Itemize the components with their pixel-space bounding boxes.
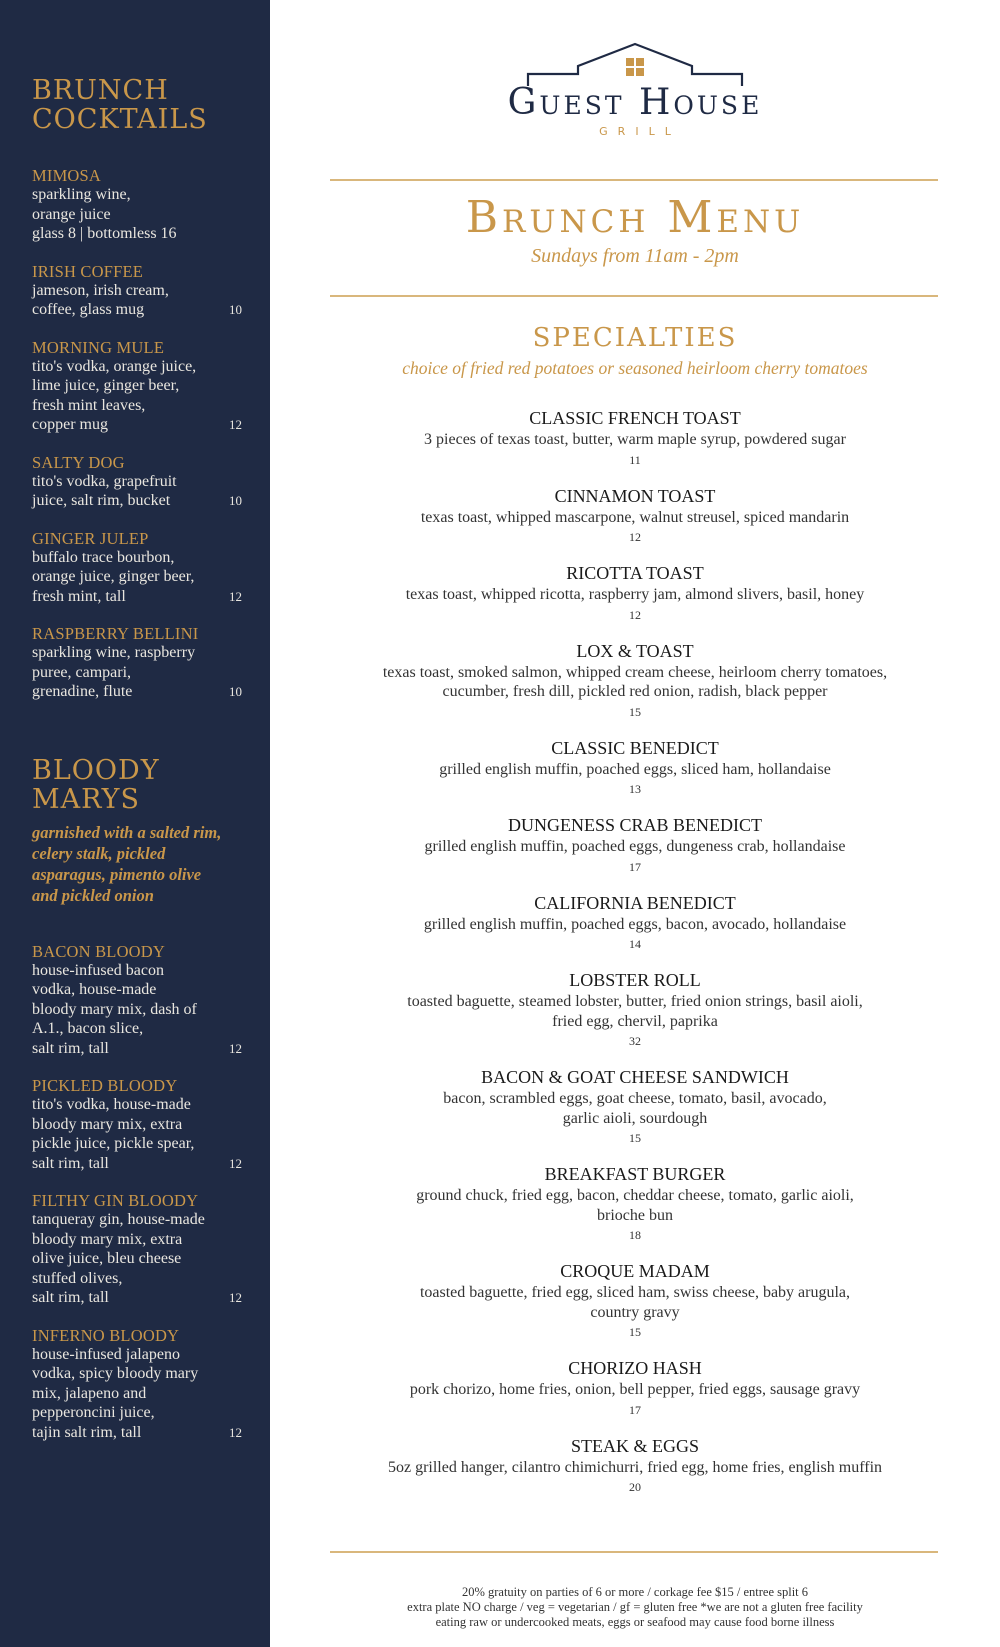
item-name: LOBSTER ROLL: [569, 970, 701, 990]
bloody-price: 12: [229, 1040, 242, 1056]
logo-name: Guest House: [507, 82, 763, 123]
menu-item: [270, 1261, 1000, 1341]
footer-line: extra plate NO charge / veg = vegetarian / gf = gluten free *we are not a gluten free facility: [407, 1600, 863, 1614]
bloody-desc: house-infused jalapeno vodka, spicy bloody mary mix, jalapeno and pepperoncini juice, tajin salt rim, tall: [32, 1345, 199, 1441]
item-price: 18: [629, 1228, 641, 1242]
divider: [330, 179, 938, 181]
menu-item: [270, 1067, 1000, 1147]
item-desc: ground chuck, fried egg, bacon, cheddar cheese, tomato, garlic aioli, brioche bun: [416, 1187, 854, 1224]
brunch-cocktails-heading: BRUNCH COCKTAILS: [32, 75, 208, 135]
item-desc: grilled english muffin, poached eggs, bacon, avocado, hollandaise: [423, 915, 847, 933]
menu-item: [270, 408, 1000, 469]
bloody-price: 12: [229, 1424, 242, 1440]
bloody-item: [32, 1076, 242, 1173]
specialties-heading: SPECIALTIES: [532, 323, 738, 353]
item-desc: 3 pieces of texas toast, butter, warm maple syrup, powdered sugar: [424, 431, 846, 448]
bloody-price: 12: [229, 1290, 242, 1305]
footer-line: eating raw or undercooked meats, eggs or seafood may cause food borne illness: [435, 1615, 835, 1629]
specialties-list: [270, 408, 1000, 1513]
bloody-name: INFERNO BLOODY: [32, 1325, 180, 1345]
cocktail-price: 10: [229, 493, 242, 508]
item-desc: grilled english muffin, poached eggs, sliced ham, hollandaise: [439, 760, 831, 778]
cocktail-item: [32, 624, 242, 702]
bloody-marys-heading: BLOODY MARYS: [32, 754, 160, 815]
item-price: 15: [629, 704, 641, 719]
menu-title: Brunch Menu: [465, 192, 805, 243]
bloody-item: [32, 942, 242, 1059]
menu-footer: [270, 1585, 1000, 1630]
item-name: CINNAMON TOAST: [554, 485, 716, 506]
item-desc: toasted baguette, fried egg, sliced ham, swiss cheese, baby arugula, country gravy: [419, 1284, 851, 1321]
cocktail-price: 10: [229, 684, 242, 699]
item-price: 14: [629, 937, 641, 951]
cocktail-desc: buffalo trace bourbon, orange juice, ginger beer, fresh mint, tall: [32, 548, 195, 605]
bloody-item: [32, 1191, 242, 1308]
menu-item: [270, 1358, 1000, 1419]
cocktail-list: [32, 166, 242, 702]
item-price: 12: [629, 530, 641, 544]
item-desc: 5oz grilled hanger, cilantro chimichurri, fried egg, home fries, english muffin: [387, 1458, 883, 1476]
cocktail-item: [32, 453, 242, 511]
cocktail-sidebar: [0, 0, 270, 1647]
menu-item: [270, 1164, 1000, 1244]
menu-item: [270, 970, 1000, 1050]
item-price: 20: [629, 1480, 641, 1494]
item-name: RICOTTA TOAST: [566, 563, 704, 583]
logo-subtitle: GRILL: [599, 125, 681, 138]
bloody-name: PICKLED BLOODY: [32, 1076, 178, 1095]
cocktail-desc: tito's vodka, grapefruit juice, salt rim, bucket: [32, 472, 177, 509]
cocktail-name: MORNING MULE: [32, 337, 165, 357]
divider: [330, 1551, 938, 1553]
item-price: 15: [629, 1131, 641, 1145]
cocktail-desc: jameson, irish cream, coffee, glass mug: [32, 281, 169, 318]
menu-item: [270, 815, 1000, 876]
cocktail-name: MIMOSA: [32, 166, 102, 185]
specialties-subtitle: choice of fried red potatoes or seasoned heirloom cherry tomatoes: [402, 358, 868, 378]
cocktail-price: 12: [229, 588, 242, 604]
item-name: DUNGENESS CRAB BENEDICT: [507, 815, 762, 835]
menu-hours: Sundays from 11am - 2pm: [531, 245, 739, 267]
item-price: 32: [629, 1034, 641, 1048]
bloody-name: BACON BLOODY: [32, 941, 166, 961]
item-name: BACON & GOAT CHEESE SANDWICH: [481, 1067, 789, 1087]
item-desc: bacon, scrambled eggs, goat cheese, tomato, basil, avocado, garlic aioli, sourdough: [443, 1090, 827, 1127]
menu-item: [270, 486, 1000, 547]
cocktail-item: [32, 166, 242, 244]
item-name: CLASSIC FRENCH TOAST: [529, 408, 741, 428]
item-name: CHORIZO HASH: [568, 1358, 702, 1378]
bloody-marys-section: [32, 756, 242, 1443]
bloody-desc: tito's vodka, house-made bloody mary mix, extra pickle juice, pickle spear, salt rim, tall: [32, 1096, 195, 1172]
bloody-name: FILTHY GIN BLOODY: [32, 1191, 199, 1210]
item-desc: toasted baguette, steamed lobster, butter, fried onion strings, basil aioli, fried egg, chervil, paprika: [407, 993, 863, 1030]
menu-item: [270, 738, 1000, 799]
cocktail-name: GINGER JULEP: [32, 528, 149, 548]
menu-item: [270, 563, 1000, 624]
item-price: 17: [629, 859, 641, 874]
item-price: 12: [629, 607, 641, 622]
cocktail-item: [32, 529, 242, 607]
item-price: 11: [629, 452, 641, 467]
item-price: 13: [629, 782, 641, 796]
cocktail-desc: sparkling wine, raspberry puree, campari, grenadine, flute: [32, 644, 196, 700]
bloody-desc: tanqueray gin, house-made bloody mary mix, extra olive juice, bleu cheese stuffed olives, salt rim, tall: [32, 1211, 205, 1306]
item-name: STEAK & EGGS: [570, 1435, 699, 1456]
item-price: 15: [629, 1325, 641, 1339]
item-name: LOX & TOAST: [576, 640, 694, 661]
item-desc: pork chorizo, home fries, onion, bell pepper, fried eggs, sausage gravy: [409, 1381, 861, 1398]
bloody-desc: house-infused bacon vodka, house-made bloody mary mix, dash of A.1., bacon slice, salt rim, tall: [32, 961, 197, 1057]
divider: [330, 295, 938, 297]
item-name: CALIFORNIA BENEDICT: [534, 892, 736, 913]
item-desc: texas toast, whipped ricotta, raspberry jam, almond slivers, basil, honey: [405, 586, 865, 603]
menu-item: [270, 641, 1000, 721]
menu-item: [270, 893, 1000, 954]
menu-item: [270, 1436, 1000, 1497]
cocktail-item: [32, 262, 242, 320]
footer-line: 20% gratuity on parties of 6 or more / corkage fee $15 / entree split 6: [461, 1585, 809, 1599]
cocktail-price: 12: [229, 417, 242, 432]
guest-house-logo: [270, 42, 1000, 138]
item-desc: grilled english muffin, poached eggs, dungeness crab, hollandaise: [424, 838, 846, 855]
cocktail-name: RASPBERRY BELLINI: [32, 624, 199, 643]
bloody-item: [32, 1326, 242, 1443]
item-desc: texas toast, whipped mascarpone, walnut streusel, spiced mandarin: [420, 508, 850, 526]
item-desc: texas toast, smoked salmon, whipped cream cheese, heirloom cherry tomatoes, cucumber, fresh dill, pickled red onion, radish, black pepper: [382, 663, 888, 700]
bloody-list: [32, 942, 242, 1443]
bloody-price: 12: [229, 1155, 242, 1171]
cocktail-item: [32, 338, 242, 435]
cocktail-desc: tito's vodka, orange juice, lime juice, ginger beer, fresh mint leaves, copper mug: [32, 357, 197, 433]
cocktail-name: SALTY DOG: [32, 452, 125, 472]
brunch-menu-main: [270, 0, 1000, 1647]
item-name: CROQUE MADAM: [560, 1261, 710, 1281]
bloody-marys-garnish-note: garnished with a salted rim, celery stalk, pickled asparagus, pimento olive and pickled onion: [32, 822, 222, 905]
cocktail-name: IRISH COFFEE: [32, 261, 144, 281]
item-name: BREAKFAST BURGER: [544, 1164, 726, 1184]
item-price: 17: [629, 1402, 641, 1417]
item-name: CLASSIC BENEDICT: [551, 737, 719, 758]
cocktail-desc: sparkling wine, orange juice glass 8 | bottomless 16: [32, 186, 177, 242]
cocktail-price: 10: [229, 302, 242, 317]
